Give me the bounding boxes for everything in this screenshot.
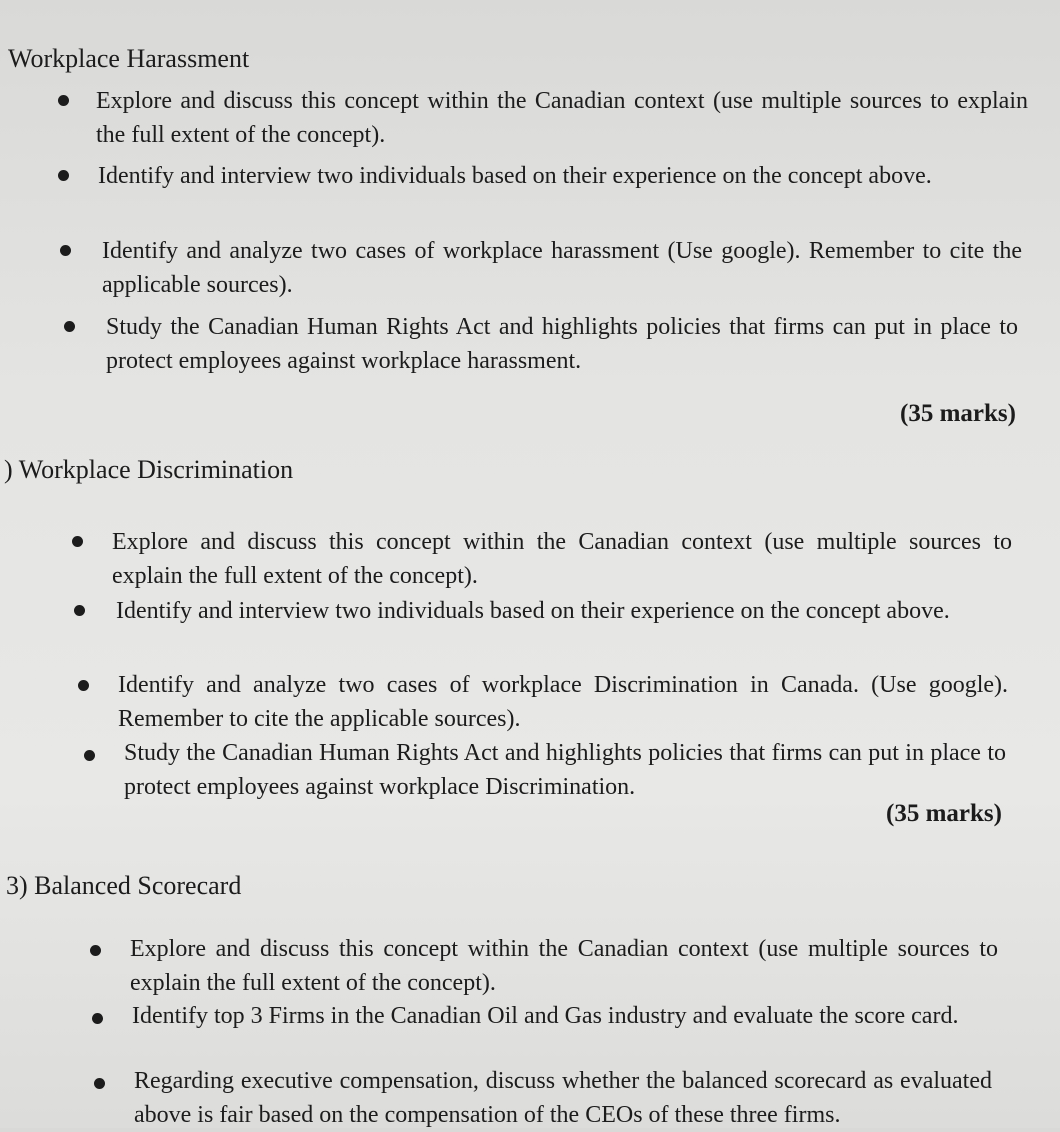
list-item: Identify and analyze two cases of workplace Discrimination in Canada. (Use google). Remember to cite the applicable sources). xyxy=(118,672,1008,732)
list-item: Identify and interview two individuals based on their experience on the concept above. xyxy=(116,598,950,624)
bullet-dot-icon xyxy=(92,1013,103,1024)
bullet-dot-icon xyxy=(94,1078,105,1089)
bullet-dot-icon xyxy=(58,170,69,181)
list-item: Explore and discuss this concept within the Canadian context (use multiple sources to explain the full extent of the concept). xyxy=(112,529,1012,589)
list-item: Identify top 3 Firms in the Canadian Oil and Gas industry and evaluate the score card. xyxy=(132,1003,959,1029)
bullet-dot-icon xyxy=(90,945,101,956)
list-item: Explore and discuss this concept within the Canadian context (use multiple sources to explain the full extent of the concept). xyxy=(96,88,1028,148)
section-title: ) Workplace Discrimination xyxy=(4,455,294,484)
list-item: Study the Canadian Human Rights Act and highlights policies that firms can put in place to protect employees against workplace Discrimination. xyxy=(124,740,1006,800)
section-title: 3) Balanced Scorecard xyxy=(6,871,242,900)
list-item: Study the Canadian Human Rights Act and highlights policies that firms can put in place to protect employees against workplace harassment. xyxy=(106,314,1018,374)
list-item: Explore and discuss this concept within the Canadian context (use multiple sources to explain the full extent of the concept). xyxy=(130,936,998,996)
bullet-dot-icon xyxy=(74,605,85,616)
bullet-dot-icon xyxy=(84,750,95,761)
list-item: Identify and analyze two cases of workplace harassment (Use google). Remember to cite the applicable sources). xyxy=(102,238,1022,298)
bullet-dot-icon xyxy=(60,245,71,256)
section-title: Workplace Harassment xyxy=(8,44,250,73)
bullet-dot-icon xyxy=(64,321,75,332)
list-item: Regarding executive compensation, discuss whether the balanced scorecard as evaluated above is fair based on the compensation of the CEOs of these three firms. xyxy=(134,1068,992,1128)
marks-label: (35 marks) xyxy=(900,400,1016,427)
bullet-dot-icon xyxy=(58,95,69,106)
bullet-dot-icon xyxy=(72,536,83,547)
marks-label: (35 marks) xyxy=(886,800,1002,827)
bullet-dot-icon xyxy=(78,680,89,691)
list-item: Identify and interview two individuals based on their experience on the concept above. xyxy=(98,163,932,189)
